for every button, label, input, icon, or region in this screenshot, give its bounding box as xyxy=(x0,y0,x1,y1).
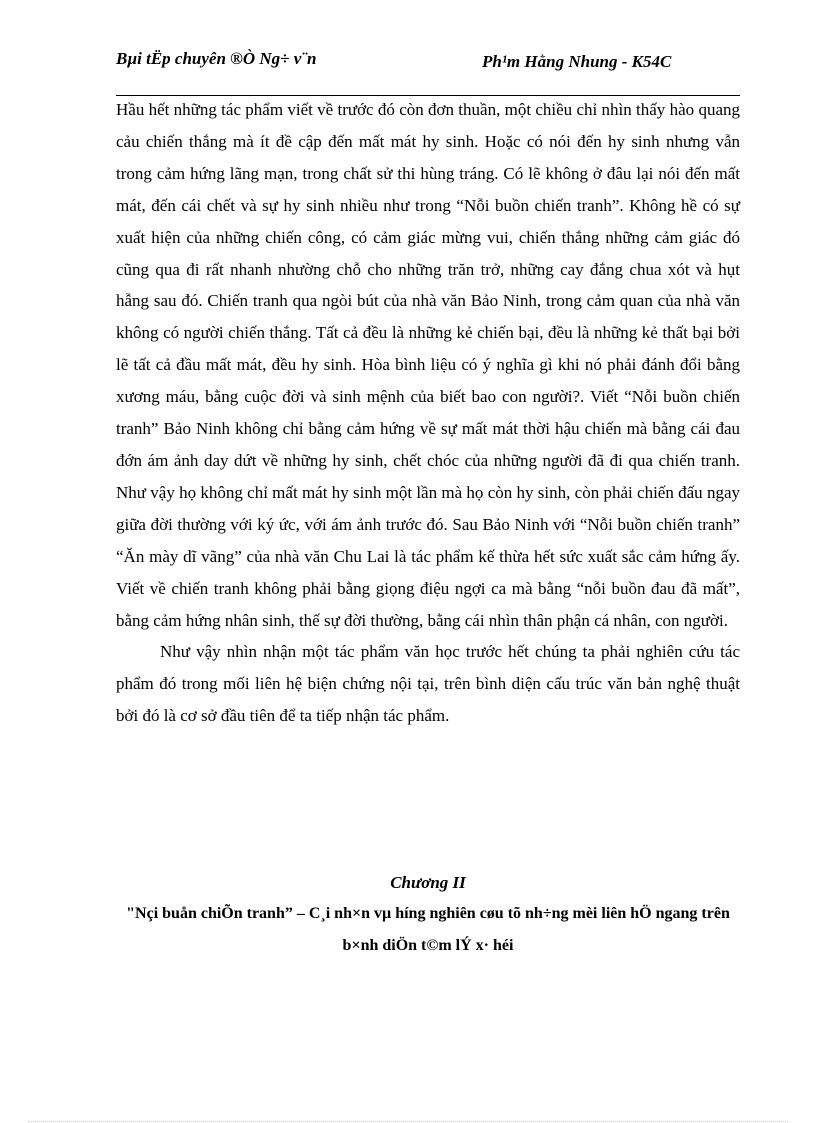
body-text xyxy=(116,94,740,732)
chapter-label: Chương II xyxy=(390,873,466,892)
header-author: Ph¹m Hằng Nhung - K54C xyxy=(482,52,672,71)
chapter-title: "Nçi buån chiÕn tranh” – C¸i nh×n vµ híng nghiên cøu tõ nh÷ng mèi liên hÖ ngang trên b×nh diÖn t©m lÝ x· héi xyxy=(126,905,730,954)
chapter-heading xyxy=(116,871,740,962)
page-bottom-edge xyxy=(28,1121,788,1122)
header-document-title: Bµi tËp chuyên ®Ò Ng÷ v¨n xyxy=(116,49,317,68)
paragraph-1: Hầu hết những tác phẩm viết về trước đó còn đơn thuần, một chiều chỉ nhìn thấy hào quang cảu chiến thắng mà ít đề cập đến mất mát hy sinh. Hoặc có nói đến hy sinh nhưng vẫn trong cảm hứng lãng mạn, trong chất sử thi hùng tráng. Có lẽ không ở đâu lại nói đến mất mát, đến cái chết và sự hy sinh nhiều như trong “Nỗi buồn chiến tranh”. Không hề có sự xuất hiện của những chiến công, có cảm giác mừng vui, chiến thắng những cảm giác đó cũng qua đi rất nhanh nhường chỗ cho những trăn trở, những cay đắng chua xót và hụt hẫng sau đó. Chiến tranh qua ngòi bút của nhà văn Bảo Ninh, trong cảm quan của nhà văn không có người chiến thắng. Tất cả đều là những kẻ chiến bại, đều là những kẻ thất bại bởi lẽ tất cả đầu mất mát, đều hy sinh. Hòa bình liệu có ý nghĩa gì khi nó phải đánh đổi bằng xương máu, bằng cuộc đời và sinh mệnh của biết bao con người?. Viết “Nỗi buồn chiến tranh” Bảo Ninh không chỉ bằng cảm hứng về sự mất mát thời hậu chiến mà bằng cái đau đớn ám ảnh day dứt về những hy sinh, chết chóc của những người đã đi qua chiến tranh. Như vậy họ không chỉ mất mát hy sinh một lần mà họ còn hy sinh, còn phải chiến đấu ngay giữa đời thường với ký ức, với ám ảnh trước đó. Sau Bảo Ninh với “Nỗi buồn chiến tranh” “Ăn mày dĩ vãng” của nhà văn Chu Lai là tác phẩm kế thừa hết sức xuất sắc cảm hứng ấy. Viết về chiến tranh không phải bằng giọng điệu ngợi ca mà bằng “nỗi buồn đau đã mất”, bằng cảm hứng nhân sinh, thế sự đời thường, bằng cái nhìn thân phận cá nhân, con người. xyxy=(116,100,740,630)
paragraph-2: Như vậy nhìn nhận một tác phẩm văn học trước hết chúng ta phải nghiên cứu tác phẩm đó trong mối liên hệ biện chứng nội tại, trên bình diện cấu trúc văn bản nghệ thuật bởi đó là cơ sở đầu tiên để ta tiếp nhận tác phẩm. xyxy=(116,642,740,726)
